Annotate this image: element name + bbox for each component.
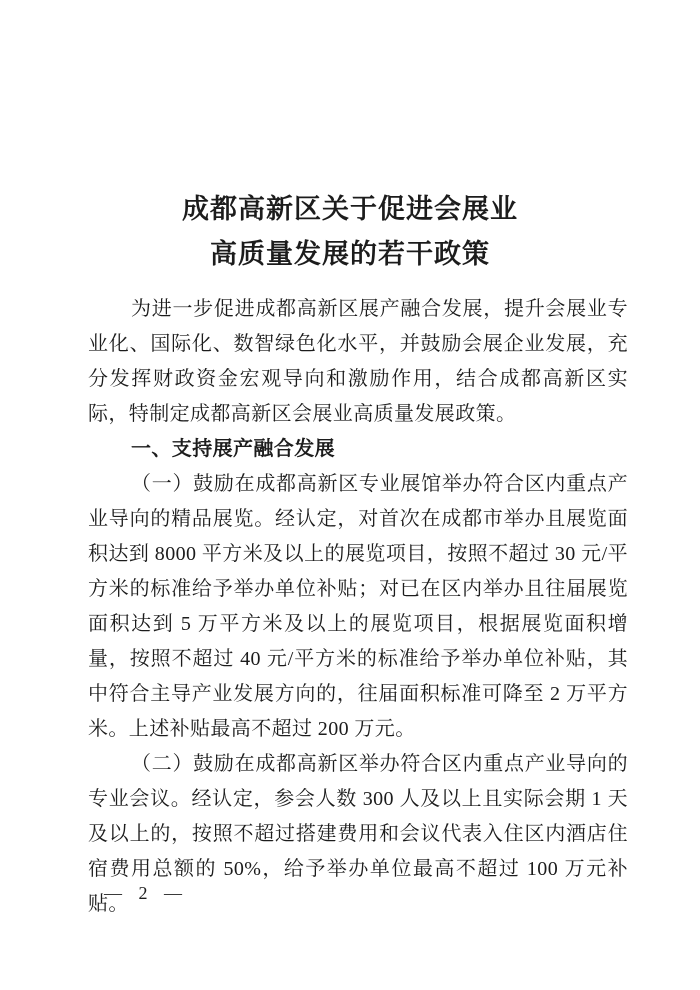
section-1-item-1: （一）鼓励在成都高新区专业展馆举办符合区内重点产业导向的精品展览。经认定，对首次在成都市举办且展览面积达到 8000 平方米及以上的展览项目，按照不超过 30 元/平方米的标准给予举办单位补贴；对已在区内举办且往届展览面积达到 5 万平方米及以上的展览项目，根据展览面积增量，按照不超过 40 元/平方米的标准给予举办单位补贴，其中符合主导产业发展方向的，往届面积标准可降至 2 万平方米。上述补贴最高不超过 200 万元。: [88, 473, 628, 740]
section-1-item-2: （二）鼓励在成都高新区举办符合区内重点产业导向的专业会议。经认定，参会人数 300 人及以上且实际会期 1 天及以上的，按照不超过搭建费用和会议代表入住区内酒店住宿费用总额的 50%，给予举办单位最高不超过 100 万元补贴。: [88, 753, 628, 915]
document-title-line-1: 成都高新区关于促进会展业: [182, 194, 518, 224]
document-title: [0, 187, 700, 277]
document-body: [88, 292, 628, 922]
page-number: — 2 —: [104, 883, 183, 903]
document-title-line-2: 高质量发展的若干政策: [210, 239, 490, 269]
section-1-heading: 一、支持展产融合发展: [131, 438, 335, 460]
intro-paragraph: 为进一步促进成都高新区展产融合发展，提升会展业专业化、国际化、数智绿色化水平，并鼓励会展企业发展，充分发挥财政资金宏观导向和激励作用，结合成都高新区实际，特制定成都高新区会展业高质量发展政策。: [88, 298, 628, 425]
